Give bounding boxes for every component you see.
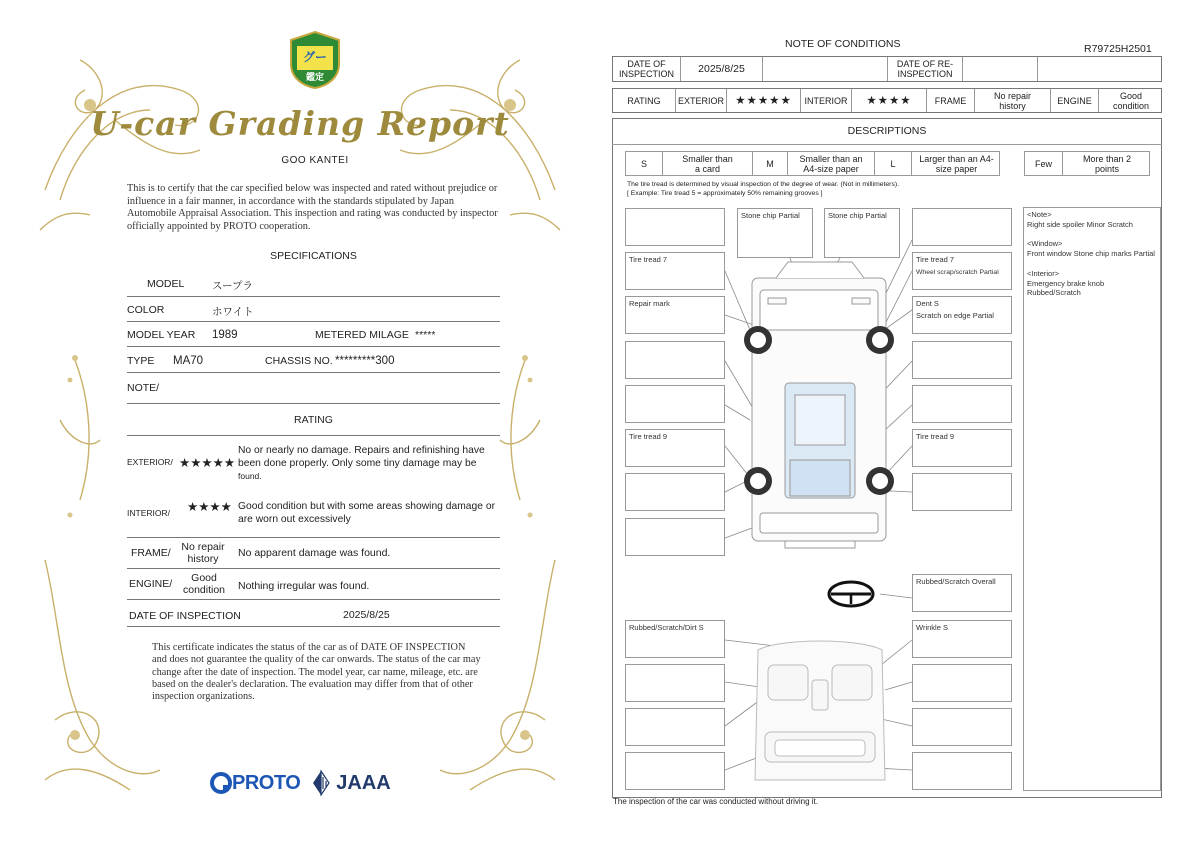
engine-description: Nothing irregular was found. bbox=[238, 580, 370, 592]
rating-row-frame bbox=[127, 538, 500, 569]
rating-heading: RATING bbox=[294, 414, 333, 426]
tire-fr-text: Tire tread 7 bbox=[916, 255, 955, 264]
interior-label: INTERIOR/ bbox=[127, 508, 170, 518]
legend-few-desc: More than 2 points bbox=[1082, 153, 1132, 174]
desc-box-tire-fr bbox=[912, 252, 1012, 290]
organization-name: GOO KANTEI bbox=[281, 155, 349, 166]
desc-box-r1 bbox=[912, 208, 1012, 246]
desc-box-l1 bbox=[625, 208, 725, 246]
certificate-disclaimer: This certificate indicates the status of the car as of DATE OF INSPECTION and does not guarantee the quality of the car onwards. The status of the car may change after the date of inspection. The model year, car name, mileage, etc. are based on the dealer's declaration. The evaluation may differ from that of other inspection organizations. bbox=[152, 642, 481, 703]
steering-wheel-icon bbox=[829, 582, 873, 606]
desc-box-l10 bbox=[625, 664, 725, 702]
certificate-title: U-car Grading Report bbox=[90, 104, 510, 143]
model-value: スープラ bbox=[212, 280, 253, 292]
dent-subtext: Scratch on edge Partial bbox=[916, 311, 994, 320]
frame-label: FRAME bbox=[927, 89, 975, 112]
repair-mark-text: Repair mark bbox=[629, 299, 670, 308]
desc-box-tire-rr bbox=[912, 429, 1012, 467]
tire-fr-subtext: Wheel scrap/scratch Partial bbox=[916, 269, 999, 276]
legend-s: S bbox=[626, 152, 663, 175]
desc-box-l5 bbox=[625, 385, 725, 423]
exterior-description-note: found. bbox=[238, 471, 262, 481]
footer-logos bbox=[210, 770, 391, 796]
date-value-text: 2025/8/25 bbox=[698, 63, 745, 75]
legend-s-desc: Smaller than a card bbox=[663, 152, 753, 175]
notes-text: <Note> Right side spoiler Minor Scratch <Window> Front window Stone chip marks Partial <Interior> Emergency brake knob Rubbed/Scratch bbox=[1027, 210, 1155, 298]
steering-wheel-text: Rubbed/Scratch Overall bbox=[916, 577, 996, 586]
legend-l-desc: Larger than an A4-size paper bbox=[919, 153, 994, 174]
desc-box-l12 bbox=[625, 752, 725, 790]
rating-label: RATING bbox=[613, 89, 676, 112]
stone-left-text: Stone chip Partial bbox=[741, 211, 800, 220]
tire-tread-note-line1: The tire tread is determined by visual inspection of the degree of wear. (Not in millimeters). bbox=[627, 181, 899, 188]
jaaa-logo-icon bbox=[310, 770, 332, 796]
exterior-stars: ★★★★★ bbox=[735, 94, 792, 107]
rub-left-text: Rubbed/Scratch/Dirt S bbox=[629, 623, 704, 632]
proto-logo-icon bbox=[210, 772, 232, 794]
engine-label: ENGINE/ bbox=[129, 578, 173, 590]
desc-box-r4 bbox=[912, 341, 1012, 379]
desc-box-l8 bbox=[625, 518, 725, 556]
exterior-description bbox=[238, 444, 500, 483]
legend-m-desc: Smaller than an A4-size paper bbox=[788, 152, 875, 175]
desc-box-wheel bbox=[912, 574, 1012, 612]
date-of-inspection-value: 2025/8/25 bbox=[343, 609, 390, 621]
desc-box-r5 bbox=[912, 385, 1012, 423]
goo-kantei-badge-icon bbox=[287, 30, 343, 90]
exterior-description-text: No or nearly no damage. Repairs and refinishing have been done properly. Only some tiny damage may be bbox=[238, 445, 485, 469]
desc-box-r12 bbox=[912, 752, 1012, 790]
frame-label: FRAME/ bbox=[131, 547, 171, 559]
spec-row-type bbox=[127, 347, 500, 373]
tire-tread-note-line2: [ Example: Tire tread 5 = approximately 50% remaining grooves ] bbox=[627, 190, 823, 197]
wrinkle-text: Wrinkle S bbox=[916, 623, 948, 632]
descriptions-heading: DESCRIPTIONS bbox=[612, 118, 1162, 145]
date-of-inspection-row bbox=[127, 600, 500, 627]
desc-box-rub-left bbox=[625, 620, 725, 658]
interior-label: INTERIOR bbox=[801, 89, 852, 112]
reference-number: R79725H2501 bbox=[1084, 43, 1152, 55]
desc-box-tire-fl bbox=[625, 252, 725, 290]
svg-text:鑑定: 鑑定 bbox=[305, 73, 325, 83]
frame-value: No repair history bbox=[975, 89, 1051, 112]
interior-description: Good condition but with some areas showing damage or are worn out excessively bbox=[238, 501, 495, 525]
metered-milage-value: ***** bbox=[415, 329, 436, 341]
model-label: MODEL bbox=[147, 278, 185, 290]
exterior-label: EXTERIOR bbox=[676, 89, 727, 112]
note-title: NOTE OF CONDITIONS bbox=[785, 38, 901, 50]
legend-m: M bbox=[753, 152, 788, 175]
legend-l: L bbox=[875, 152, 912, 175]
model-year-value: 1989 bbox=[212, 329, 238, 341]
tire-rl-text: Tire tread 9 bbox=[629, 432, 668, 441]
proto-logo-text: PROTO bbox=[232, 771, 301, 794]
desc-box-stone-left bbox=[737, 208, 813, 258]
desc-box-wrinkle bbox=[912, 620, 1012, 658]
metered-milage-label: METERED MILAGE bbox=[315, 329, 409, 341]
desc-box-l11 bbox=[625, 708, 725, 746]
chassis-value: *********300 bbox=[335, 355, 395, 367]
type-label: TYPE bbox=[127, 355, 155, 367]
desc-box-l7 bbox=[625, 473, 725, 511]
spec-row-color bbox=[127, 297, 500, 322]
desc-box-dent bbox=[912, 296, 1012, 334]
rating-divider bbox=[127, 428, 500, 436]
color-label: COLOR bbox=[127, 304, 165, 316]
desc-box-r11 bbox=[912, 708, 1012, 746]
certificate-statement: This is to certify that the car specified below was inspected and rated without prejudice or influence in a fair manner, in accordance with the standards stipulated by Japan Automobile Appraisal Association. This inspection and rating was conducted by inspector officially appointed by PROTO cooperation. bbox=[127, 183, 498, 232]
desc-box-tire-rl bbox=[625, 429, 725, 467]
interior-stars: ★★★★ bbox=[866, 94, 912, 107]
rating-row-engine bbox=[127, 569, 500, 600]
engine-label: ENGINE bbox=[1051, 89, 1099, 112]
desc-box-stone-right bbox=[824, 208, 900, 258]
exterior-label: EXTERIOR/ bbox=[127, 457, 173, 467]
model-year-label: MODEL YEAR bbox=[127, 329, 196, 341]
legend-few: Few bbox=[1025, 152, 1063, 175]
spec-row-year bbox=[127, 322, 500, 347]
engine-value: Good condition bbox=[1112, 90, 1150, 111]
specifications-heading: SPECIFICATIONS bbox=[270, 250, 357, 262]
date-of-inspection-label: DATE OF INSPECTION bbox=[613, 57, 681, 81]
frame-value: No repair history bbox=[181, 541, 225, 565]
desc-box-r10 bbox=[912, 664, 1012, 702]
notes-box bbox=[1023, 207, 1161, 791]
jaaa-logo-text: JAAA bbox=[336, 771, 391, 794]
color-value: ホワイト bbox=[212, 306, 254, 318]
frame-description: No apparent damage was found. bbox=[238, 547, 391, 559]
note-label: NOTE/ bbox=[127, 382, 160, 394]
chassis-label: CHASSIS NO. bbox=[265, 355, 333, 367]
desc-box-r7 bbox=[912, 473, 1012, 511]
dent-text: Dent S bbox=[916, 299, 939, 308]
type-value: MA70 bbox=[173, 355, 204, 367]
date-of-reinspection-label: DATE OF RE-INSPECTION bbox=[888, 57, 963, 81]
note-footer: The inspection of the car was conducted without driving it. bbox=[613, 797, 818, 806]
stone-right-text: Stone chip Partial bbox=[828, 211, 887, 220]
date-of-inspection-label: DATE OF INSPECTION bbox=[129, 610, 241, 622]
tire-fl-text: Tire tread 7 bbox=[629, 255, 668, 264]
note-of-conditions bbox=[600, 0, 1200, 848]
spec-row-model bbox=[127, 270, 500, 297]
desc-box-l4 bbox=[625, 341, 725, 379]
spec-row-note bbox=[127, 373, 500, 404]
exterior-stars: ★★★★★ bbox=[179, 456, 236, 470]
tire-rr-text: Tire tread 9 bbox=[916, 432, 955, 441]
svg-text:グー: グー bbox=[302, 50, 328, 64]
engine-value: Good condition bbox=[182, 572, 226, 596]
interior-stars: ★★★★ bbox=[187, 500, 232, 514]
desc-box-repair bbox=[625, 296, 725, 334]
